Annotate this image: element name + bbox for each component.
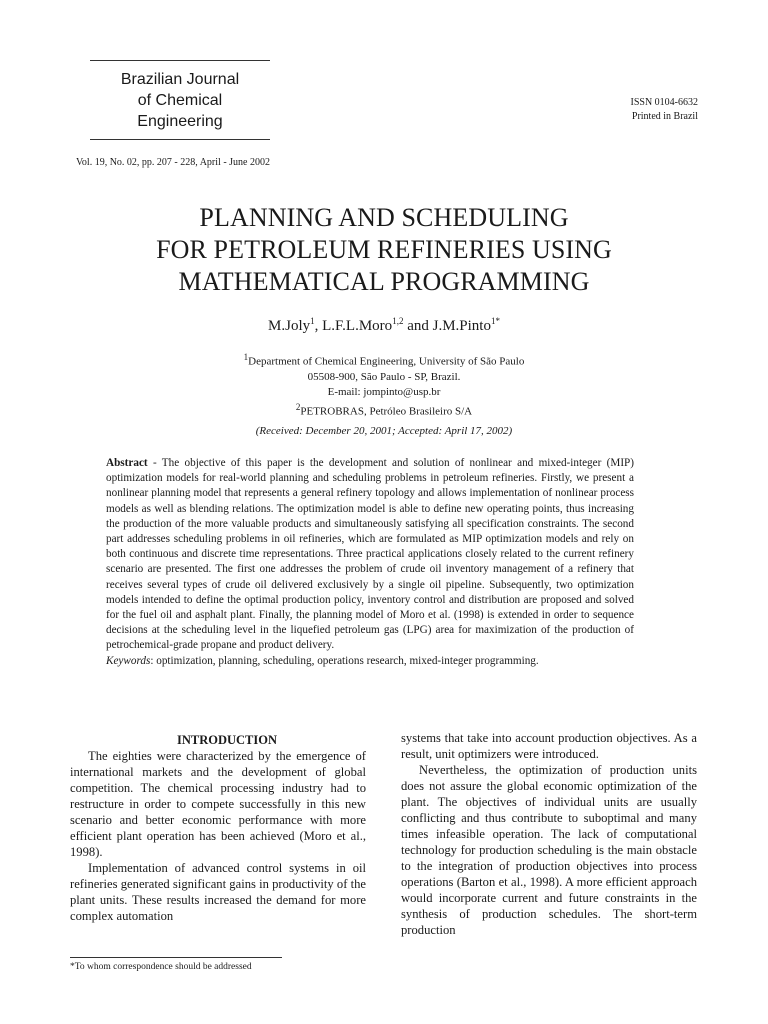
abstract	[106, 456, 634, 669]
author-moro: L.F.L.Moro	[322, 318, 393, 334]
keywords	[106, 654, 634, 669]
author-moro-affil: 1,2	[392, 316, 404, 326]
section-heading-introduction: INTRODUCTION	[176, 733, 277, 747]
right-column	[401, 730, 697, 938]
paper-title	[0, 202, 768, 298]
title-line3: MATHEMATICAL PROGRAMMING	[178, 267, 590, 296]
title-line1: PLANNING AND SCHEDULING	[199, 203, 569, 232]
author-pinto: J.M.Pinto	[432, 318, 491, 334]
journal-name-line3: Engineering	[137, 113, 223, 130]
author-separator: ,	[314, 318, 323, 334]
author-separator: and	[403, 318, 433, 334]
masthead-bottom-rule	[90, 139, 270, 140]
issn-block	[630, 96, 698, 124]
volume-info: Vol. 19, No. 02, pp. 207 - 228, April - June 2002	[76, 157, 270, 168]
affiliation-1	[0, 350, 768, 370]
author-pinto-affil: 1*	[490, 316, 500, 326]
paragraph-continued: systems that take into account production objectives. As a result, unit optimizers were introduced.	[401, 731, 697, 761]
abstract-label: Abstract	[106, 457, 148, 469]
printed-in: Printed in Brazil	[631, 111, 698, 122]
journal-masthead	[90, 60, 270, 140]
journal-name-line2: of Chemical	[137, 92, 223, 109]
abstract-body	[106, 456, 634, 654]
affiliation-2-text: PETROBRAS, Petróleo Brasileiro S/A	[300, 405, 473, 418]
affiliation-1-marker: 1	[243, 352, 249, 362]
issn-number: ISSN 0104-6632	[630, 97, 698, 108]
paragraph: Implementation of advanced control systems in oil refineries generated significant gains in productivity of the plant units. These results increased the demand for more complex automation	[70, 861, 366, 923]
affiliation-1-text: Department of Chemical Engineering, University of São Paulo	[248, 355, 525, 368]
author-joly: M.Joly	[268, 318, 311, 334]
journal-name	[90, 61, 270, 139]
keywords-label: Keywords	[106, 654, 151, 667]
keywords-text: : optimization, planning, scheduling, operations research, mixed-integer programming.	[150, 654, 539, 667]
paragraph: The eighties were characterized by the emergence of international markets and the development of global competition. The chemical processing industry had to restructure in order to compete successfully in this new scenario and better economic performance with more efficient plant operation has been achieved (Moro et al., 1998).	[70, 749, 366, 859]
footnote-rule	[70, 957, 282, 958]
affiliation-email[interactable]: E-mail: jompinto@usp.br	[327, 385, 441, 398]
affiliation-2-marker: 2	[295, 401, 301, 412]
author-list	[0, 316, 768, 335]
footnote: *To whom correspondence should be addressed	[70, 962, 252, 972]
title-line2: FOR PETROLEUM REFINERIES USING	[156, 235, 612, 264]
paragraph: Nevertheless, the optimization of production units does not assure the global economic optimization of the plant. The objectives of individual units are usually conflicting and thus contribute to suboptimal and many times infeasible operation. The lack of computational technology for production scheduling is the main obstacle to the integration of production objectives into process operations (Barton et al., 1998). A more efficient approach would incorporate current and future constraints in the synthesis of production schedules. The short-term production	[401, 763, 697, 937]
left-column	[70, 732, 366, 924]
received-dates: (Received: December 20, 2001; Accepted: April 17, 2002)	[255, 425, 513, 437]
journal-name-line1: Brazilian Journal	[120, 71, 240, 88]
affiliations	[0, 350, 768, 419]
author-joly-affil: 1	[310, 316, 315, 326]
affiliation-address: 05508-900, São Paulo - SP, Brazil.	[307, 370, 461, 383]
affiliation-2	[0, 400, 768, 420]
abstract-text: - The objective of this paper is the development and solution of nonlinear and mixed-integer (MIP) optimization models for real-world planning and scheduling problems in petroleum refineries. Firstly, we present a nonlinear planning model that represents a general refinery topology and allows implementation of nonlinear process models as well as blending relations. The optimization model is able to define new operating points, thus increasing the production of the more valuable products and simultaneously satisfying all specification constraints. The second part addresses scheduling problems in oil refineries, which are formulated as MIP optimization models and rely on both continuous and discrete time representations. Three practical applications closely related to the current refinery scenario are presented. The first one addresses the problem of crude oil inventory management of a refinery that receives several types of crude oil delivered exclusively by a single oil pipeline. Subsequently, two optimization models intended to define the optimal production policy, inventory control and distribution are proposed and solved for the fuel oil and asphalt plant. Finally, the planning model of Moro et al. (1998) is extended in order to sequence decisions at the scheduling level in the liquefied petroleum gas (LPG) area for maximization of the production of petrochemical-grade propane and product delivery.	[106, 457, 634, 652]
